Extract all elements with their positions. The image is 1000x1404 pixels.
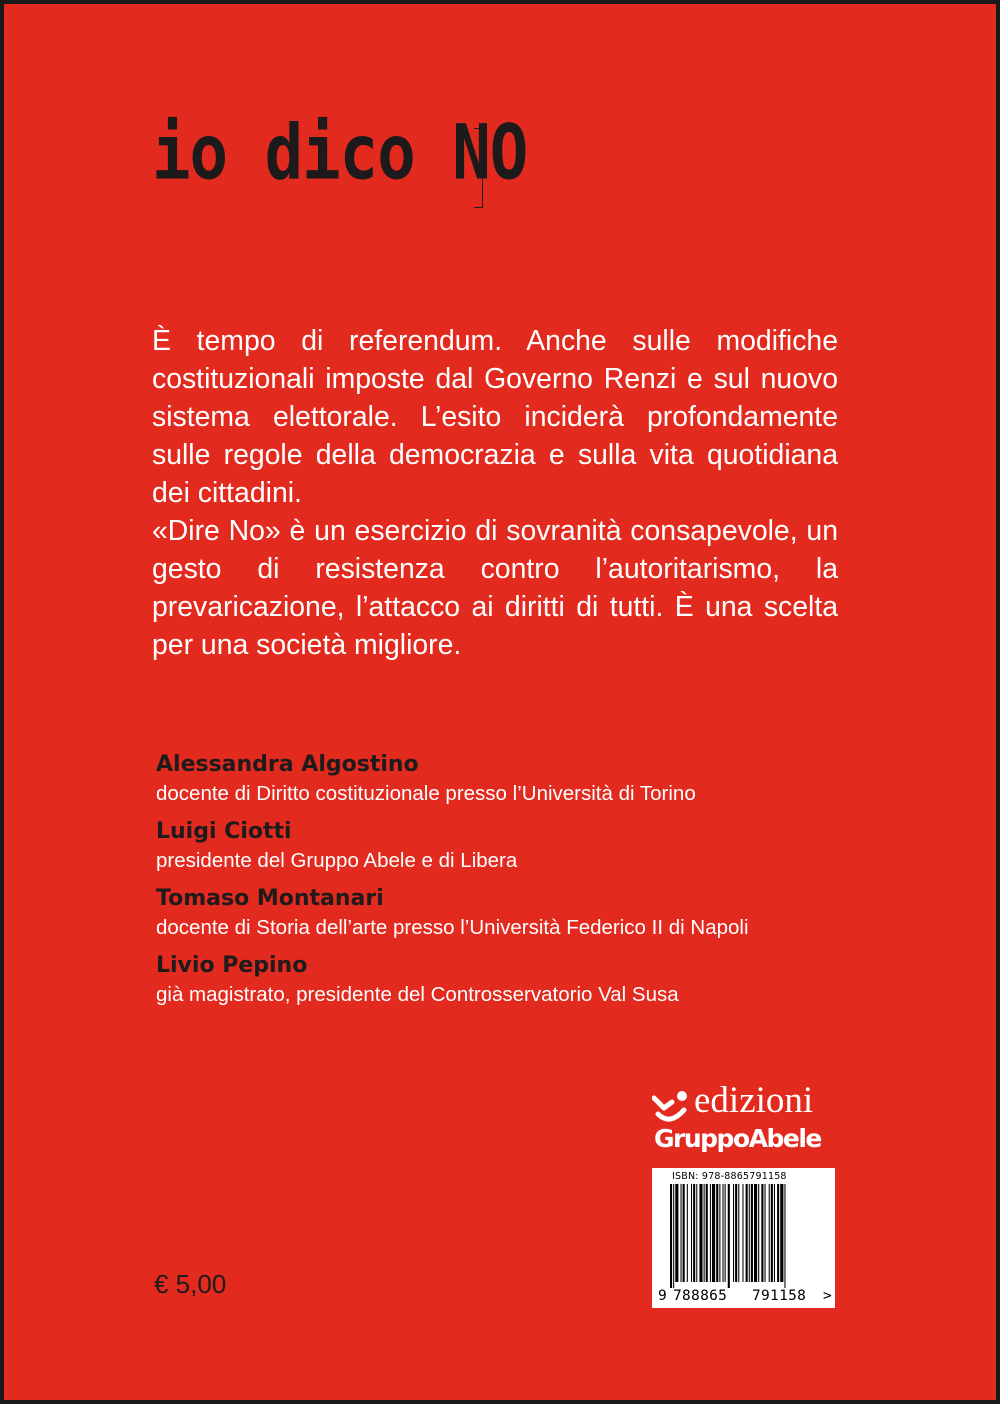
author-role: già magistrato, presidente del Controsservatorio Val Susa (156, 983, 679, 1006)
author-entry (156, 951, 876, 1009)
barcode-digits (654, 1288, 834, 1306)
publisher-word: edizioni (694, 1080, 814, 1121)
book-back-cover (4, 4, 996, 1400)
blurb-paragraph-2: «Dire No» è un esercizio di sovranità consapevole, un gesto di resistenza contro l’autoritarismo, la prevaricazione, l’attacco ai diritti di tutti. È una scelta per una società migliore. (152, 515, 838, 661)
cover-blurb (152, 322, 838, 664)
author-entry (156, 884, 876, 942)
title-bracket-decoration (474, 128, 483, 208)
barcode-right-digits: 791158 (752, 1288, 807, 1304)
book-title: io dico NO (152, 110, 528, 198)
author-name: Luigi Ciotti (156, 819, 292, 844)
blurb-paragraph-1: È tempo di referendum. Anche sulle modifiche costituzionali imposte dal Governo Renzi e sul nuovo sistema elettorale. L’esito inciderà profondamente sulle regole della democrazia e sulla vita quotidiana dei cittadini. (152, 325, 838, 509)
author-name: Livio Pepino (156, 953, 308, 978)
publisher-figure-icon (652, 1088, 692, 1128)
author-role: docente di Storia dell’arte presso l’Università Federico II di Napoli (156, 916, 749, 939)
barcode-left-digits: 788865 (673, 1288, 728, 1304)
book-price: € 5,00 (154, 1269, 227, 1299)
publisher-name: GruppoAbele (654, 1124, 821, 1153)
author-name: Tomaso Montanari (156, 886, 384, 911)
barcode-bars (670, 1184, 820, 1288)
author-role: docente di Diritto costituzionale presso l’Università di Torino (156, 782, 696, 805)
author-entry (156, 817, 876, 875)
author-entry (156, 750, 876, 808)
author-name: Alessandra Algostino (156, 752, 419, 777)
barcode-first-digit: 9 (658, 1288, 667, 1304)
publisher-logo (652, 1080, 842, 1158)
isbn-label: ISBN: 978-8865791158 (672, 1171, 787, 1182)
barcode-arrow: > (823, 1288, 832, 1304)
author-role: presidente del Gruppo Abele e di Libera (156, 849, 518, 872)
isbn-barcode (652, 1168, 835, 1308)
author-list (156, 750, 876, 1018)
